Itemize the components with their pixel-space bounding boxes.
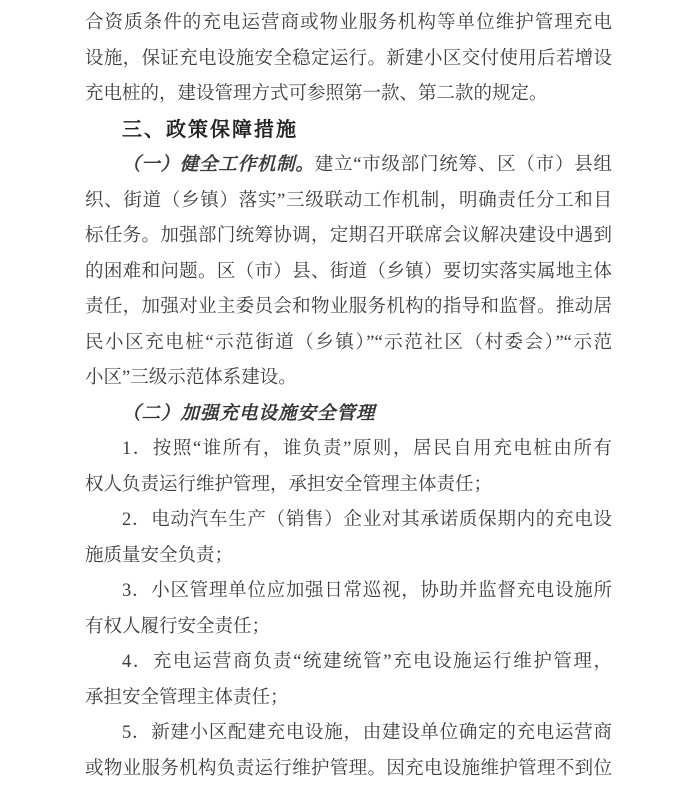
document-line [85,752,612,788]
line-text: 合资质条件的充电运营商或物业服务机构等单位维护管理充电 [85,13,612,33]
line-text: 建立“市级部门统筹、区（市）县组 [314,155,612,175]
document-line [85,6,612,42]
section-heading-3 [85,113,612,149]
document-line [85,255,612,291]
document-line [85,184,612,220]
document-line [85,610,612,646]
line-text: 3．小区管理单位应加强日常巡视，协助并监督充电设施所 [122,581,612,601]
document-line-item-1 [85,432,612,468]
line-text: 4．充电运营商负责“统建统管”充电设施运行维护管理， [122,652,612,672]
line-text: 织、街道（乡镇）落实”三级联动工作机制，明确责任分工和目 [85,190,612,211]
line-text: 责任，加强对业主委员会和物业服务机构的指导和监督。推动居 [85,297,612,317]
document-line [85,148,612,184]
document-line [85,468,612,504]
line-text: 有权人履行安全责任； [85,616,271,637]
heading-text: 三、政策保障措施 [122,118,298,141]
document-line [85,77,612,113]
document-line-item-3 [85,574,612,610]
document-line [85,290,612,326]
line-text: 权人负责运行维护管理，承担安全管理主体责任； [85,474,493,495]
subsection-heading-2 [85,397,612,433]
document-line-item-4 [85,645,612,681]
line-text: 2．电动汽车生产（销售）企业对其承诺质保期内的充电设 [122,510,612,530]
line-text: 标任务。加强部门统筹协调，定期召开联席会议解决建设中遇到 [85,226,612,246]
document-line [85,681,612,717]
line-text: 承担安全管理主体责任； [85,687,289,708]
line-text: 民小区充电桩“示范街道（乡镇）”“示范社区（村委会）”“示范 [85,332,612,353]
line-text: 施质量安全负责； [85,545,234,566]
document-line-item-5 [85,716,612,752]
document-line-item-2 [85,503,612,539]
line-text: 充电桩的，建设管理方式可参照第一款、第二款的规定。 [85,84,548,104]
document-line [85,361,612,397]
document-line [85,326,612,362]
line-text: 设施，保证充电设施安全稳定运行。新建小区交付使用后若增设 [85,48,612,69]
line-text: 1．按照“谁所有，谁负责”原则，居民自用充电桩由所有 [122,439,612,459]
line-text: 或物业服务机构负责运行维护管理。因充电设施维护管理不到位 [85,758,612,779]
line-text: 的困难和问题。区（市）县、街道（乡镇）要切实落实属地主体 [85,261,612,282]
line-text: 5．新建小区配建充电设施，由建设单位确定的充电运营商 [122,723,612,743]
line-text: 小区”三级示范体系建设。 [85,368,297,388]
document-line [85,42,612,78]
document-line [85,219,612,255]
document-line [85,539,612,575]
subsection-heading-1: （一）健全工作机制。 [122,155,315,175]
heading-text: （二）加强充电设施安全管理 [122,403,376,424]
